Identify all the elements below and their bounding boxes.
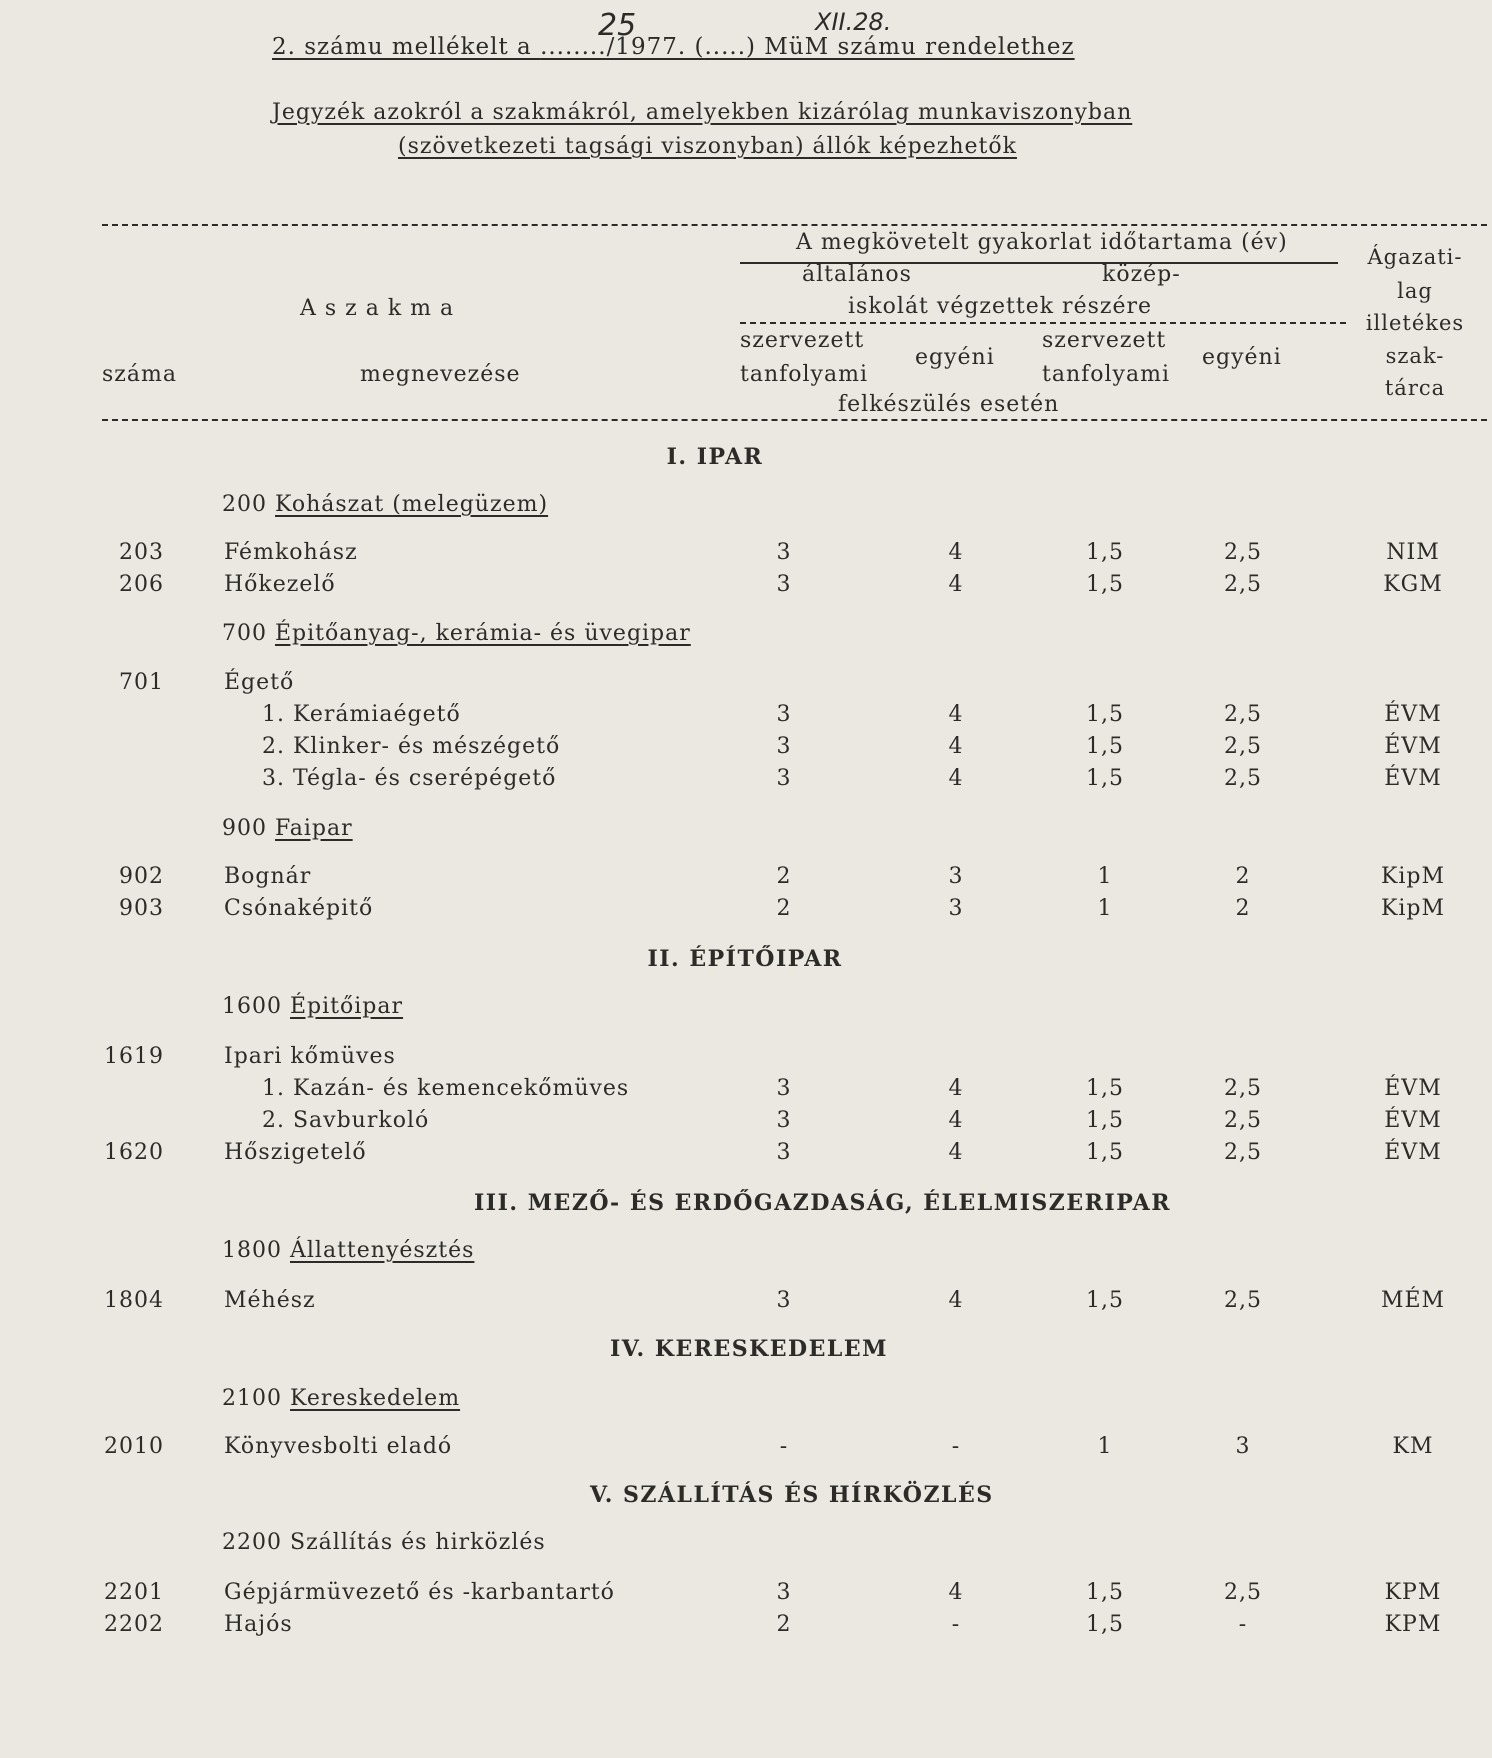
table-cell-b: 4	[948, 572, 964, 597]
header-egyeni1: egyéni	[915, 345, 995, 370]
table-cell-c: 1	[1097, 1434, 1113, 1459]
document-title-line1: Jegyzék azokról a szakmákról, amelyekben kizárólag munkaviszonyban	[272, 100, 1133, 125]
header-szama: száma	[102, 362, 177, 387]
iskolat-rule	[740, 322, 1346, 324]
table-row-num: 1619	[104, 1044, 164, 1069]
table-cell-e: KPM	[1384, 1580, 1442, 1605]
table-row-name: Könyvesbolti eladó	[224, 1434, 453, 1459]
table-cell-c: 1,5	[1086, 540, 1124, 565]
section-title: I. IPAR	[666, 444, 764, 470]
table-cell-b: 4	[948, 766, 964, 791]
header-line: 2. számu mellékelt a ......../1977. (.....) MüM számu rendelethez	[272, 34, 1075, 60]
table-cell-b: 4	[948, 1288, 964, 1313]
table-cell-c: 1,5	[1086, 572, 1124, 597]
table-row-name: 2. Savburkoló	[262, 1108, 430, 1133]
table-cell-e: ÉVM	[1384, 702, 1442, 727]
table-header-bottom-rule	[102, 419, 1487, 421]
table-cell-e: KPM	[1384, 1612, 1442, 1637]
table-cell-a: 3	[776, 1108, 792, 1133]
table-cell-c: 1,5	[1086, 702, 1124, 727]
table-cell-d: 2,5	[1224, 1288, 1262, 1313]
table-cell-e: ÉVM	[1384, 734, 1442, 759]
group-heading: 2100 Kereskedelem	[222, 1386, 461, 1411]
table-row-name: Hőkezelő	[224, 572, 336, 597]
table-cell-d: 2,5	[1224, 702, 1262, 727]
table-cell-c: 1,5	[1086, 1076, 1124, 1101]
handwritten-date: XII.28.	[815, 8, 892, 36]
table-row-num: 903	[119, 896, 164, 921]
section-title: V. SZÁLLÍTÁS ÉS HÍRKÖZLÉS	[590, 1482, 994, 1508]
table-cell-e: ÉVM	[1384, 1076, 1442, 1101]
table-cell-e: KGM	[1383, 572, 1443, 597]
header-egyeni2: egyéni	[1202, 345, 1282, 370]
table-row-name: 3. Tégla- és cserépégető	[262, 766, 557, 791]
table-row-name: Gépjármüvezető és -karbantartó	[224, 1580, 615, 1605]
table-cell-a: -	[779, 1434, 789, 1459]
table-cell-e: ÉVM	[1384, 766, 1442, 791]
table-cell-a: 3	[776, 766, 792, 791]
table-row-name: Hőszigetelő	[224, 1140, 367, 1165]
table-cell-e: ÉVM	[1384, 1108, 1442, 1133]
table-cell-b: -	[951, 1434, 961, 1459]
table-cell-c: 1,5	[1086, 1612, 1124, 1637]
table-cell-d: 2,5	[1224, 1076, 1262, 1101]
group-heading: 1600 Épitőipar	[222, 994, 404, 1019]
header-agazati-1: Ágazati-	[1367, 245, 1463, 269]
table-cell-a: 3	[776, 702, 792, 727]
table-cell-d: 2,5	[1224, 1108, 1262, 1133]
table-row-name: 1. Kazán- és kemencekőmüves	[262, 1076, 630, 1101]
table-row-num: 1804	[104, 1288, 164, 1313]
table-cell-c: 1	[1097, 896, 1113, 921]
header-megnevezese: megnevezése	[360, 362, 521, 387]
table-cell-b: 4	[948, 1108, 964, 1133]
table-cell-a: 3	[776, 1140, 792, 1165]
table-cell-c: 1,5	[1086, 1580, 1124, 1605]
table-cell-d: 3	[1235, 1434, 1251, 1459]
table-cell-a: 3	[776, 1288, 792, 1313]
table-cell-b: -	[951, 1612, 961, 1637]
handwritten-number: 25	[598, 8, 637, 43]
table-row-num: 902	[119, 864, 164, 889]
table-cell-c: 1,5	[1086, 734, 1124, 759]
header-iskolat: iskolát végzettek részére	[848, 294, 1153, 319]
table-cell-a: 2	[776, 896, 792, 921]
table-cell-b: 3	[948, 896, 964, 921]
table-cell-a: 3	[776, 734, 792, 759]
table-cell-d: -	[1238, 1612, 1248, 1637]
table-cell-a: 2	[776, 1612, 792, 1637]
table-cell-b: 4	[948, 540, 964, 565]
table-cell-c: 1	[1097, 864, 1113, 889]
group-heading: 900 Faipar	[222, 816, 353, 841]
table-cell-d: 2	[1235, 896, 1251, 921]
table-cell-b: 3	[948, 864, 964, 889]
table-cell-c: 1,5	[1086, 766, 1124, 791]
header-tanfolyami2: tanfolyami	[1042, 362, 1170, 387]
header-agazati-5: tárca	[1384, 376, 1446, 400]
table-cell-e: KipM	[1380, 896, 1446, 921]
section-title: III. MEZŐ- ÉS ERDŐGAZDASÁG, ÉLELMISZERIPAR	[474, 1190, 1171, 1216]
table-cell-c: 1,5	[1086, 1108, 1124, 1133]
table-cell-c: 1,5	[1086, 1288, 1124, 1313]
table-row-num: 2202	[104, 1612, 164, 1637]
table-cell-e: NIM	[1386, 540, 1440, 565]
table-cell-d: 2,5	[1224, 766, 1262, 791]
group-heading: 700 Épitőanyag-, kerámia- és üvegipar	[222, 621, 691, 646]
header-szervezett1: szervezett	[740, 328, 865, 353]
table-row-num: 206	[119, 572, 164, 597]
table-cell-b: 4	[948, 1140, 964, 1165]
table-row-num: 203	[119, 540, 164, 565]
table-row-name: 1. Kerámiaégető	[262, 702, 461, 727]
group-heading: 200 Kohászat (melegüzem)	[222, 492, 549, 517]
header-agazati-3: illetékes	[1365, 311, 1465, 335]
header-szakma: A s z a k m a	[300, 296, 455, 321]
header-agazati-2: lag	[1397, 279, 1433, 303]
table-cell-b: 4	[948, 734, 964, 759]
table-cell-d: 2,5	[1224, 540, 1262, 565]
header-tanfolyami1: tanfolyami	[740, 362, 868, 387]
table-cell-c: 1,5	[1086, 1140, 1124, 1165]
table-row-name: Fémkohász	[224, 540, 358, 565]
header-felkeszules: felkészülés esetén	[838, 392, 1060, 417]
table-cell-d: 2,5	[1224, 1140, 1262, 1165]
table-cell-a: 3	[776, 1076, 792, 1101]
table-cell-a: 3	[776, 1580, 792, 1605]
table-cell-e: KM	[1392, 1434, 1434, 1459]
table-row-name: Bognár	[224, 864, 312, 889]
header-szervezett2: szervezett	[1042, 328, 1167, 353]
table-cell-d: 2	[1235, 864, 1251, 889]
table-row-name: Hajós	[224, 1612, 293, 1637]
table-top-rule	[102, 224, 1487, 226]
section-title: IV. KERESKEDELEM	[610, 1336, 888, 1362]
document-title-line2: (szövetkezeti tagsági viszonyban) állók képezhetők	[398, 134, 1017, 159]
table-row-name: Méhész	[224, 1288, 316, 1313]
table-cell-e: ÉVM	[1384, 1140, 1442, 1165]
table-row-num: 701	[119, 670, 164, 695]
group-heading: 2200 Szállítás és hirközlés	[222, 1530, 546, 1555]
table-cell-b: 4	[948, 1076, 964, 1101]
table-cell-a: 2	[776, 864, 792, 889]
header-altalanos: általános	[802, 262, 912, 287]
header-kozep: közép-	[1102, 262, 1181, 287]
header-agazati-4: szak-	[1385, 344, 1445, 368]
table-row-name: Égető	[224, 670, 295, 695]
table-row-num: 2010	[104, 1434, 164, 1459]
table-cell-a: 3	[776, 572, 792, 597]
table-row-name: Ipari kőmüves	[224, 1044, 396, 1069]
table-row-num: 2201	[104, 1580, 164, 1605]
table-row-num: 1620	[104, 1140, 164, 1165]
group-heading: 1800 Állattenyésztés	[222, 1238, 475, 1263]
table-row-name: Csónaképitő	[224, 896, 374, 921]
header-gyakorlat: A megkövetelt gyakorlat időtartama (év)	[796, 230, 1288, 255]
table-cell-d: 2,5	[1224, 1580, 1262, 1605]
table-cell-b: 4	[948, 1580, 964, 1605]
section-title: II. ÉPÍTŐIPAR	[647, 946, 843, 972]
table-row-name: 2. Klinker- és mészégető	[262, 734, 561, 759]
table-cell-d: 2,5	[1224, 572, 1262, 597]
table-cell-e: KipM	[1380, 864, 1446, 889]
table-cell-a: 3	[776, 540, 792, 565]
table-cell-b: 4	[948, 702, 964, 727]
table-cell-d: 2,5	[1224, 734, 1262, 759]
table-cell-e: MÉM	[1380, 1288, 1446, 1313]
